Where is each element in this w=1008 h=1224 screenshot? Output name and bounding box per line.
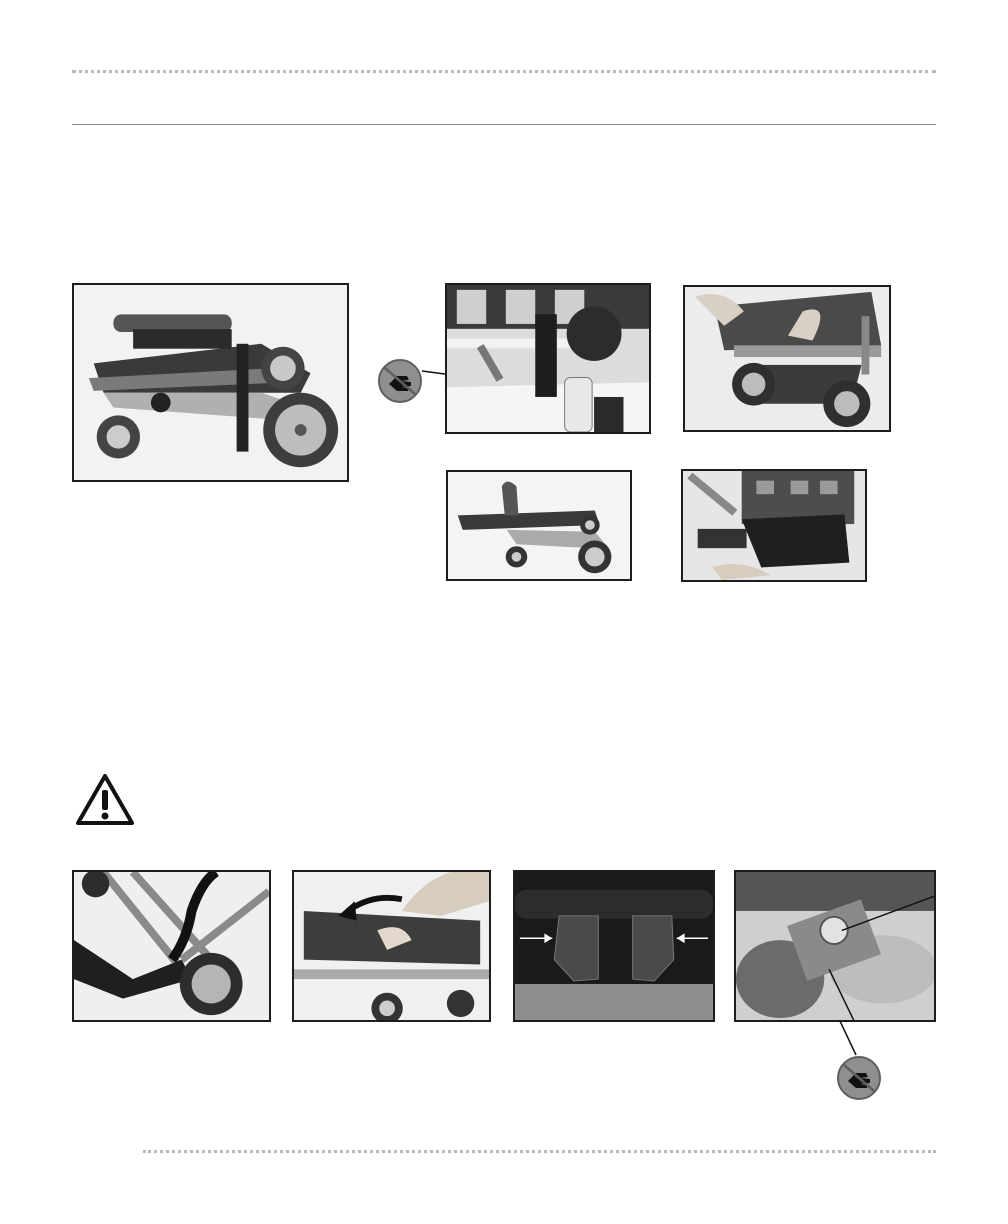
callout-line-lower bbox=[838, 1021, 868, 1057]
foot-pressing-frame-photo bbox=[72, 870, 271, 1022]
stroller-side-profile-photo bbox=[446, 470, 632, 581]
no-hand-pinch-icon bbox=[377, 358, 423, 404]
frame-hinge-no-touch-photo bbox=[445, 283, 651, 434]
hinge-lock-closeup-photo bbox=[734, 870, 936, 1022]
seat-footrest-photo bbox=[681, 469, 867, 582]
header-rule bbox=[72, 124, 936, 125]
stroller-folded-photo bbox=[72, 283, 349, 482]
warning-triangle-icon bbox=[74, 772, 136, 828]
no-hand-pinch-icon-lower bbox=[836, 1055, 882, 1101]
header-dotted-line bbox=[72, 70, 936, 73]
arrow-fold-seat-photo bbox=[292, 870, 491, 1022]
footrest-clips-photo bbox=[513, 870, 715, 1022]
hands-folding-seat-photo bbox=[683, 285, 891, 432]
footer-dotted-line bbox=[143, 1150, 936, 1153]
